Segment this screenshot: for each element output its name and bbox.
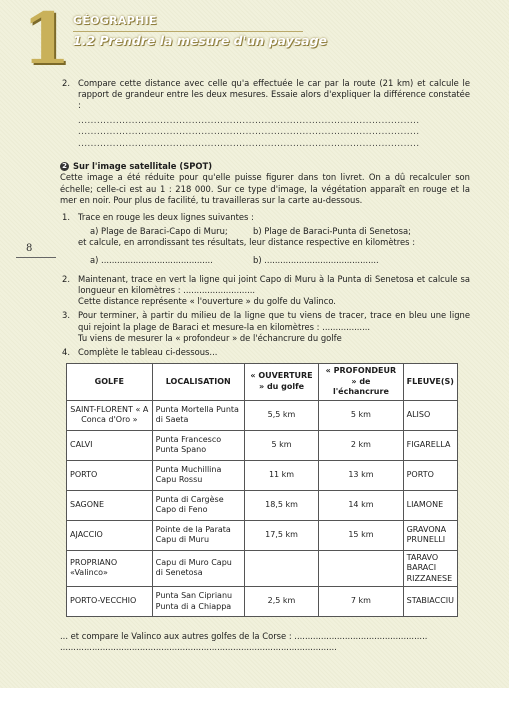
satellite-section-title <box>60 161 470 172</box>
question-trace-green <box>60 274 470 308</box>
cell-localisation: Punta Francesco Punta Spano <box>152 430 244 460</box>
distance-answers <box>90 255 470 266</box>
question-text: Compare cette distance avec celle qu'a effectuée le car par la route (21 km) et calcule le rapport de grandeur entre les deux mesures. Essaie alors d'expliquer la différence constatée : <box>78 78 470 111</box>
page-number-rule <box>16 257 56 258</box>
cell-ouverture: 11 km <box>244 460 318 490</box>
cell-fleuve: PORTO <box>403 460 457 490</box>
cell-localisation: Pointe de la Parata Capu di Muru <box>152 520 244 550</box>
cell-ouverture: 17,5 km <box>244 520 318 550</box>
answer-a-field[interactable]: a) .......................................... <box>90 254 213 265</box>
cell-golfe: AJACCIO <box>67 520 153 550</box>
question-trace-red <box>60 212 470 223</box>
question-complete-table <box>60 347 470 358</box>
section-title: 1.2 Prendre la mesure d'un paysage <box>73 33 328 48</box>
table-row <box>67 520 458 550</box>
option-a: a) Plage de Baraci-Capo di Muru; <box>90 226 228 237</box>
column-header-golfe: GOLFE <box>67 364 153 401</box>
question-note: Tu viens de mesurer la « profondeur » de l'échancrure du golfe <box>78 332 342 343</box>
cell-localisation: Punta Muchillina Capu Rossu <box>152 460 244 490</box>
cell-profondeur: 5 km <box>319 400 403 430</box>
gulf-table <box>66 363 458 617</box>
cell-localisation: Punta Mortella Punta di Saeta <box>152 400 244 430</box>
column-header-ouverture: « OUVERTURE » du golfe <box>244 364 318 401</box>
table-row <box>67 550 458 587</box>
cell-profondeur: 14 km <box>319 490 403 520</box>
cell-golfe: PORTO <box>67 460 153 490</box>
question-note: Cette distance représente « l'ouverture » du golfe du Valinco. <box>78 296 336 307</box>
cell-golfe: PROPRIANO «Valinco» <box>67 550 153 587</box>
table-header-row <box>67 364 458 401</box>
table-row <box>67 430 458 460</box>
question-number: 3. <box>62 310 70 321</box>
question-number: 2. <box>62 273 70 284</box>
cell-fleuve: LIAMONE <box>403 490 457 520</box>
table-row <box>67 400 458 430</box>
question-text: Trace en rouge les deux lignes suivantes : <box>78 211 254 222</box>
chapter-title: GÉOGRAPHIE <box>73 14 157 27</box>
page-number: 8 <box>26 243 33 254</box>
cell-localisation: Punta San Ciprianu Punta di a Chiappa <box>152 587 244 617</box>
cell-ouverture: 2,5 km <box>244 587 318 617</box>
line-options <box>90 226 470 237</box>
main-content <box>60 78 470 654</box>
answer-line[interactable]: ............................................................................................................ <box>78 126 420 137</box>
cell-golfe: PORTO-VECCHIO <box>67 587 153 617</box>
cell-fleuve: ALISO <box>403 400 457 430</box>
satellite-intro: Cette image a été réduite pour qu'elle puisse figurer dans ton livret. On a dû recalculer son échelle; celle-ci est au 1 : 218 000. Sur ce type d'image, la végétation apparaît en rouge et la mer en noir. Pour plus de facilité, tu travailleras sur la carte au-dessous. <box>60 172 470 205</box>
page-bottom-margin <box>0 688 509 720</box>
section-number-badge: 2 <box>60 162 69 171</box>
final-comparison <box>60 631 470 653</box>
question-number: 2. <box>62 78 70 88</box>
final-answer-line[interactable]: ........................................................................................................ <box>60 642 337 653</box>
cell-fleuve: GRAVONA PRUNELLI <box>403 520 457 550</box>
cell-ouverture: 5,5 km <box>244 400 318 430</box>
final-question-line[interactable]: ... et compare le Valinco aux autres golfes de la Corse : .................................................. <box>60 631 428 642</box>
cell-ouverture-blank[interactable] <box>244 550 318 587</box>
cell-localisation: Capu di Muro Capu di Senetosa <box>152 550 244 587</box>
column-header-profondeur: « PROFONDEUR » de l'échancrure <box>319 364 403 401</box>
answer-line[interactable]: ............................................................................................................ <box>78 137 420 148</box>
question-number: 1. <box>62 211 70 222</box>
question-text[interactable]: Pour terminer, à partir du milieu de la ligne que tu viens de tracer, trace en bleu une ligne qui rejoint la plage de Baraci et mesure-la en kilomètres : .................. <box>78 310 470 332</box>
question-text: Complète le tableau ci-dessous... <box>78 346 218 357</box>
cell-fleuve: STABIACCIU <box>403 587 457 617</box>
cell-golfe: CALVI <box>67 430 153 460</box>
question-trace-blue <box>60 310 470 344</box>
cell-profondeur: 7 km <box>319 587 403 617</box>
question-compare-distance <box>60 78 470 112</box>
cell-golfe: SAINT-FLORENT « A Conca d'Oro » <box>67 400 153 430</box>
cell-profondeur: 2 km <box>319 430 403 460</box>
cell-profondeur: 15 km <box>319 520 403 550</box>
column-header-localisation: LOCALISATION <box>152 364 244 401</box>
table-row <box>67 460 458 490</box>
answer-b-field[interactable]: b) ........................................... <box>253 254 379 265</box>
column-header-fleuve: FLEUVE(S) <box>403 364 457 401</box>
cell-ouverture: 5 km <box>244 430 318 460</box>
table-row <box>67 490 458 520</box>
option-b: b) Plage de Baraci-Punta di Senetosa; <box>253 226 411 237</box>
cell-profondeur-blank[interactable] <box>319 550 403 587</box>
table-row <box>67 587 458 617</box>
answer-lines <box>78 115 470 150</box>
answer-line[interactable]: ............................................................................................................ <box>78 114 420 125</box>
calc-instruction: et calcule, en arrondissant tes résultats, leur distance respective en kilomètres : <box>78 237 416 248</box>
cell-golfe: SAGONE <box>67 490 153 520</box>
cell-profondeur: 13 km <box>319 460 403 490</box>
header-divider <box>73 31 303 32</box>
cell-ouverture: 18,5 km <box>244 490 318 520</box>
cell-localisation: Punta di Cargèse Capo di Feno <box>152 490 244 520</box>
cell-fleuve: TARAVO BARACI RIZZANESE <box>403 550 457 587</box>
question-text[interactable]: Maintenant, trace en vert la ligne qui joint Capo di Muru à la Punta di Senetosa et calcule sa longueur en kilomètres : ........................... <box>78 273 470 295</box>
question-number: 4. <box>62 346 70 357</box>
cell-fleuve: FIGARELLA <box>403 430 457 460</box>
satellite-title-text: Sur l'image satellitale (SPOT) <box>73 161 213 172</box>
chapter-number: 1 <box>22 0 71 80</box>
